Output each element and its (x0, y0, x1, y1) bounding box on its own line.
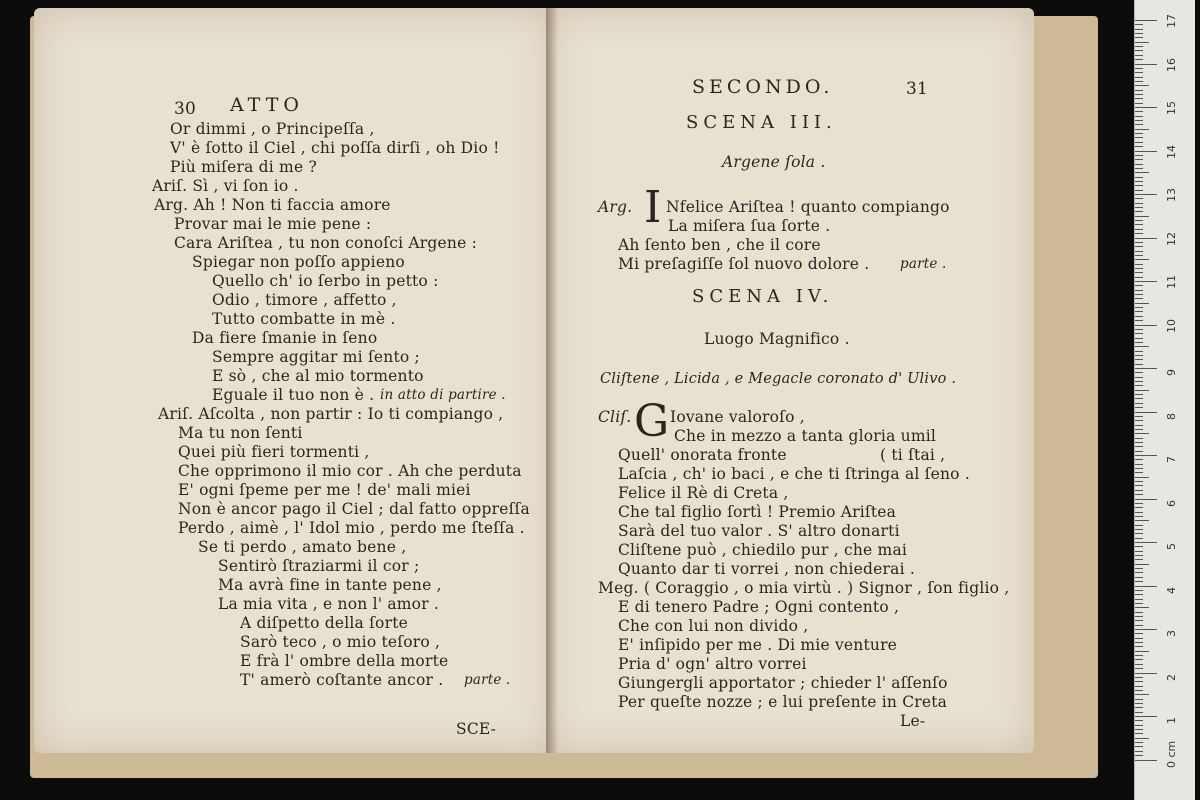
text-line: Arg. Ah ! Non ti faccia amore (154, 196, 391, 214)
text-line: Ariſ. Sì , vi ſon io . (152, 177, 299, 195)
text-line: Odio , timore , affetto , (212, 291, 397, 309)
ruler-label: 10 (1165, 318, 1178, 333)
measuring-ruler (1134, 0, 1195, 800)
text-line: Che opprimono il mio cor . Ah che perduta (178, 462, 522, 480)
ruler-minor-tick (1135, 651, 1149, 652)
ruler-minor-tick (1135, 494, 1143, 495)
text-line: Non è ancor pago il Ciel ; dal fatto oppreſſa (178, 500, 530, 518)
ruler-minor-tick (1135, 129, 1149, 130)
ruler-minor-tick (1135, 746, 1143, 747)
ruler-minor-tick (1135, 329, 1143, 330)
ruler-minor-tick (1135, 464, 1143, 465)
ruler-minor-tick (1135, 155, 1143, 156)
ruler-minor-tick (1135, 251, 1143, 252)
ruler-label: 2 (1165, 673, 1178, 681)
ruler-minor-tick (1135, 355, 1143, 356)
ruler-minor-tick (1135, 116, 1143, 117)
ruler-minor-tick (1135, 37, 1143, 38)
ruler-minor-tick (1135, 538, 1143, 539)
text-line: Laſcia , ch' io baci , e che ti ſtringa al ſeno . (618, 465, 970, 483)
ruler-label: 3 (1165, 630, 1178, 637)
ruler-label: 15 (1165, 101, 1178, 115)
ruler-minor-tick (1135, 46, 1143, 47)
ruler-minor-tick (1135, 559, 1143, 560)
text-line: E' ogni ſpeme per me ! de' mali miei (178, 481, 471, 499)
ruler-minor-tick (1135, 346, 1149, 347)
ruler-minor-tick (1135, 211, 1143, 212)
ruler-minor-tick (1135, 407, 1143, 408)
text-line: Che in mezzo a tanta gloria umil (674, 427, 937, 445)
ruler-minor-tick (1135, 198, 1143, 199)
ruler-minor-tick (1135, 146, 1143, 147)
ruler-minor-tick (1135, 177, 1143, 178)
ruler-tick (1135, 20, 1157, 21)
ruler-minor-tick (1135, 255, 1143, 256)
ruler-minor-tick (1135, 616, 1143, 617)
ruler-minor-tick (1135, 264, 1143, 265)
ruler-minor-tick (1135, 620, 1143, 621)
ruler-tick (1135, 455, 1157, 456)
ruler-minor-tick (1135, 603, 1143, 604)
text-line: ( ti ſtai , (880, 446, 946, 464)
ruler-minor-tick (1135, 85, 1149, 86)
ruler-tick (1135, 64, 1157, 65)
text-line: E di tenero Padre ; Ogni contento , (618, 598, 900, 616)
ruler-minor-tick (1135, 342, 1143, 343)
ruler-tick (1135, 151, 1157, 152)
text-line: Nfelice Ariſtea ! quanto compiango (666, 198, 950, 216)
ruler-minor-tick (1135, 68, 1143, 69)
catchword: SCE- (456, 720, 497, 738)
text-line: Eguale il tuo non è . (212, 386, 375, 404)
ruler-minor-tick (1135, 168, 1143, 169)
ruler-tick (1135, 716, 1157, 717)
ruler-minor-tick (1135, 594, 1143, 595)
ruler-minor-tick (1135, 268, 1143, 269)
ruler-label: 13 (1165, 188, 1178, 202)
ruler-minor-tick (1135, 338, 1143, 339)
ruler-minor-tick (1135, 42, 1149, 43)
ruler-minor-tick (1135, 507, 1143, 508)
ruler-minor-tick (1135, 159, 1143, 160)
text-line: Spiegar non poſſo appieno (192, 253, 405, 271)
page-number: 30 (174, 99, 197, 119)
ruler-minor-tick (1135, 81, 1143, 82)
text-line: A diſpetto della ſorte (240, 614, 409, 632)
ruler-minor-tick (1135, 485, 1143, 486)
ruler-minor-tick (1135, 398, 1143, 399)
ruler-minor-tick (1135, 207, 1143, 208)
ruler-minor-tick (1135, 625, 1143, 626)
ruler-minor-tick (1135, 442, 1143, 443)
ruler-minor-tick (1135, 468, 1143, 469)
ruler-minor-tick (1135, 512, 1143, 513)
ruler-minor-tick (1135, 277, 1143, 278)
ruler-minor-tick (1135, 668, 1143, 669)
ruler-minor-tick (1135, 90, 1143, 91)
text-line: Pria d' ogn' altro vorrei (618, 655, 807, 673)
ruler-tick (1135, 325, 1157, 326)
ruler-minor-tick (1135, 681, 1143, 682)
ruler-minor-tick (1135, 298, 1143, 299)
ruler-minor-tick (1135, 659, 1143, 660)
ruler-minor-tick (1135, 568, 1143, 569)
ruler-minor-tick (1135, 599, 1143, 600)
ruler-label: 4 (1165, 586, 1178, 594)
drop-cap: I (644, 182, 662, 233)
ruler-minor-tick (1135, 390, 1149, 391)
ruler-minor-tick (1135, 638, 1143, 639)
ruler-minor-tick (1135, 111, 1143, 112)
ruler-tick (1135, 368, 1157, 369)
ruler-minor-tick (1135, 703, 1143, 704)
ruler-minor-tick (1135, 285, 1143, 286)
ruler-tick (1135, 412, 1157, 413)
stage-direction: in atto di partire . (380, 387, 506, 403)
text-line: Quell' onorata fronte (618, 446, 787, 464)
book-gutter (546, 8, 558, 753)
ruler-minor-tick (1135, 124, 1143, 125)
ruler-minor-tick (1135, 564, 1149, 565)
page-header: SECONDO. (692, 76, 834, 98)
ruler-minor-tick (1135, 429, 1143, 430)
ruler-minor-tick (1135, 185, 1143, 186)
text-line: La miſera ſua ſorte . (668, 217, 831, 235)
ruler-minor-tick (1135, 120, 1143, 121)
ruler-minor-tick (1135, 677, 1143, 678)
ruler-tick (1135, 499, 1157, 500)
ruler-minor-tick (1135, 385, 1143, 386)
text-line: Che con lui non divido , (618, 617, 809, 635)
ruler-minor-tick (1135, 425, 1143, 426)
ruler-minor-tick (1135, 664, 1143, 665)
ruler-minor-tick (1135, 416, 1143, 417)
ruler-minor-tick (1135, 694, 1149, 695)
ruler-minor-tick (1135, 333, 1143, 334)
ruler-minor-tick (1135, 459, 1143, 460)
text-line: Più miſera di me ? (170, 158, 317, 176)
catchword: Le- (900, 712, 926, 730)
ruler-minor-tick (1135, 590, 1143, 591)
ruler-minor-tick (1135, 655, 1143, 656)
ruler-minor-tick (1135, 242, 1143, 243)
ruler-minor-tick (1135, 181, 1143, 182)
left-page (34, 8, 554, 753)
ruler-minor-tick (1135, 372, 1143, 373)
ruler-tick (1135, 760, 1157, 761)
text-line: V' è ſotto il Ciel , chi poſſa dirſi , oh Dio ! (170, 139, 500, 157)
text-line: Ah ſento ben , che il core (618, 236, 821, 254)
scene-title: SCENA IV. (692, 286, 834, 307)
ruler-minor-tick (1135, 403, 1143, 404)
ruler-minor-tick (1135, 612, 1143, 613)
ruler-minor-tick (1135, 59, 1143, 60)
ruler-minor-tick (1135, 646, 1143, 647)
speaker: Arg. (598, 198, 633, 216)
text-line: Quei più fieri tormenti , (178, 443, 370, 461)
ruler-minor-tick (1135, 351, 1143, 352)
ruler-minor-tick (1135, 72, 1143, 73)
text-line: Sempre aggitar mi ſento ; (212, 348, 420, 366)
text-line: Per queſte nozze ; e lui preſente in Creta (618, 693, 948, 711)
ruler-minor-tick (1135, 164, 1143, 165)
text-line: Cliſtene può , chiedilo pur , che mai (618, 541, 908, 559)
ruler-label: 0 cm (1165, 740, 1178, 768)
ruler-minor-tick (1135, 359, 1143, 360)
ruler-label: 16 (1165, 57, 1178, 72)
ruler-minor-tick (1135, 50, 1143, 51)
ruler-minor-tick (1135, 642, 1143, 643)
text-line: Quanto dar ti vorrei , non chiederai . (618, 560, 916, 578)
ruler-tick (1135, 629, 1157, 630)
ruler-minor-tick (1135, 525, 1143, 526)
text-line: Meg. ( Coraggio , o mia virtù . ) Signor , ſon figlio , (598, 579, 1010, 597)
ruler-minor-tick (1135, 137, 1143, 138)
ruler-minor-tick (1135, 246, 1143, 247)
drop-cap: G (634, 396, 670, 447)
page-header: ATTO (230, 94, 304, 116)
ruler-minor-tick (1135, 516, 1143, 517)
ruler-minor-tick (1135, 307, 1143, 308)
ruler-minor-tick (1135, 438, 1143, 439)
ruler-minor-tick (1135, 394, 1143, 395)
ruler-label: 8 (1165, 412, 1178, 420)
page-number: 31 (906, 79, 929, 99)
ruler-minor-tick (1135, 712, 1143, 713)
ruler-minor-tick (1135, 311, 1143, 312)
ruler-label: 11 (1165, 275, 1178, 289)
ruler-minor-tick (1135, 607, 1149, 608)
ruler-minor-tick (1135, 259, 1149, 260)
ruler-tick (1135, 194, 1157, 195)
ruler-minor-tick (1135, 729, 1143, 730)
text-line: Quello ch' io ſerbo in petto : (212, 272, 439, 290)
text-line: T' amerò coſtante ancor . (240, 671, 444, 689)
ruler-label: 12 (1165, 231, 1178, 246)
ruler-minor-tick (1135, 733, 1143, 734)
text-line: Sentirò ſtraziarmi il cor ; (218, 557, 420, 575)
ruler-minor-tick (1135, 690, 1143, 691)
ruler-minor-tick (1135, 29, 1143, 30)
ruler-tick (1135, 673, 1157, 674)
text-line: Ma tu non ſenti (178, 424, 303, 442)
ruler-minor-tick (1135, 224, 1143, 225)
text-line: E frà l' ombre della morte (240, 652, 449, 670)
ruler-label: 9 (1165, 369, 1178, 376)
ruler-minor-tick (1135, 103, 1143, 104)
ruler-minor-tick (1135, 533, 1143, 534)
ruler-minor-tick (1135, 381, 1143, 382)
text-line: Felice il Rè di Creta , (618, 484, 789, 502)
ruler-minor-tick (1135, 133, 1143, 134)
ruler-minor-tick (1135, 420, 1143, 421)
ruler-minor-tick (1135, 725, 1143, 726)
text-line: Sarà del tuo valor . S' altro donarti (618, 522, 900, 540)
text-line: Perdo , aimè , l' Idol mio , perdo me ſteſſa . (178, 519, 525, 537)
ruler-minor-tick (1135, 172, 1149, 173)
ruler-minor-tick (1135, 55, 1143, 56)
text-line: Ma avrà fine in tante pene , (218, 576, 442, 594)
ruler-minor-tick (1135, 477, 1149, 478)
ruler-minor-tick (1135, 216, 1149, 217)
ruler-minor-tick (1135, 742, 1143, 743)
ruler-minor-tick (1135, 220, 1143, 221)
scene-place: Luogo Magnifico . (704, 330, 850, 348)
ruler-label: 17 (1165, 14, 1178, 28)
ruler-minor-tick (1135, 233, 1143, 234)
ruler-minor-tick (1135, 320, 1143, 321)
ruler-minor-tick (1135, 472, 1143, 473)
ruler-minor-tick (1135, 190, 1143, 191)
text-line: Da fiere ſmanie in ſeno (192, 329, 378, 347)
text-line: La mia vita , e non l' amor . (218, 595, 440, 613)
ruler-minor-tick (1135, 229, 1143, 230)
ruler-minor-tick (1135, 94, 1143, 95)
ruler-minor-tick (1135, 98, 1143, 99)
text-line: Cara Ariſtea , tu non conoſci Argene : (174, 234, 477, 252)
ruler-label: 14 (1165, 144, 1178, 159)
scene-cast: Cliſtene , Licida , e Megacle coronato d' Ulivo . (600, 371, 957, 387)
ruler-label: 6 (1165, 499, 1178, 507)
ruler-minor-tick (1135, 520, 1149, 521)
text-line: Provar mai le mie pene : (174, 215, 372, 233)
ruler-minor-tick (1135, 490, 1143, 491)
text-line: E sò , che al mio tormento (212, 367, 424, 385)
ruler-tick (1135, 238, 1157, 239)
ruler-minor-tick (1135, 377, 1143, 378)
ruler-minor-tick (1135, 720, 1143, 721)
ruler-minor-tick (1135, 33, 1143, 34)
ruler-label: 7 (1165, 456, 1178, 463)
text-line: Ariſ. Aſcolta , non partir : Io ti compiango , (158, 405, 504, 423)
ruler-minor-tick (1135, 546, 1143, 547)
text-line: Sarò teco , o mio teſoro , (240, 633, 441, 651)
ruler-minor-tick (1135, 203, 1143, 204)
ruler-minor-tick (1135, 77, 1143, 78)
ruler-minor-tick (1135, 294, 1143, 295)
ruler-label: 5 (1165, 543, 1178, 550)
ruler-minor-tick (1135, 451, 1143, 452)
ruler-minor-tick (1135, 303, 1149, 304)
text-line: Che tal figlio ſortì ! Premio Ariſtea (618, 503, 897, 521)
ruler-minor-tick (1135, 572, 1143, 573)
ruler-minor-tick (1135, 686, 1143, 687)
ruler-minor-tick (1135, 290, 1143, 291)
ruler-tick (1135, 107, 1157, 108)
stage-direction: parte . (464, 672, 511, 688)
ruler-minor-tick (1135, 433, 1149, 434)
ruler-minor-tick (1135, 142, 1143, 143)
ruler-minor-tick (1135, 555, 1143, 556)
ruler-minor-tick (1135, 364, 1143, 365)
ruler-minor-tick (1135, 24, 1143, 25)
ruler-minor-tick (1135, 316, 1143, 317)
right-page (546, 8, 1034, 753)
ruler-minor-tick (1135, 707, 1143, 708)
text-line: Iovane valoroſo , (670, 408, 805, 426)
ruler-minor-tick (1135, 529, 1143, 530)
ruler-minor-tick (1135, 272, 1143, 273)
text-line: Se ti perdo , amato bene , (198, 538, 407, 556)
ruler-minor-tick (1135, 446, 1143, 447)
scene-title: SCENA III. (686, 112, 837, 133)
text-line: Mi preſagiſſe ſol nuovo dolore . (618, 255, 870, 273)
ruler-tick (1135, 542, 1157, 543)
ruler-minor-tick (1135, 577, 1143, 578)
text-line: E' inſipido per me . Di mie venture (618, 636, 898, 654)
speaker: Cliſ. (598, 408, 632, 426)
ruler-minor-tick (1135, 481, 1143, 482)
ruler-minor-tick (1135, 751, 1143, 752)
ruler-label: 1 (1165, 717, 1178, 724)
stage-direction: parte . (900, 256, 947, 272)
text-line: Tutto combatte in mè . (212, 310, 396, 328)
ruler-minor-tick (1135, 738, 1149, 739)
scene-subtitle: Argene ſola . (722, 153, 826, 171)
ruler-minor-tick (1135, 633, 1143, 634)
ruler-minor-tick (1135, 699, 1143, 700)
ruler-tick (1135, 281, 1157, 282)
ruler-minor-tick (1135, 503, 1143, 504)
text-line: Or dimmi , o Principeſſa , (170, 120, 375, 138)
ruler-minor-tick (1135, 755, 1143, 756)
ruler-minor-tick (1135, 551, 1143, 552)
text-line: Giungergli apportator ; chieder l' aſſenſo (618, 674, 948, 692)
ruler-minor-tick (1135, 581, 1143, 582)
ruler-tick (1135, 586, 1157, 587)
